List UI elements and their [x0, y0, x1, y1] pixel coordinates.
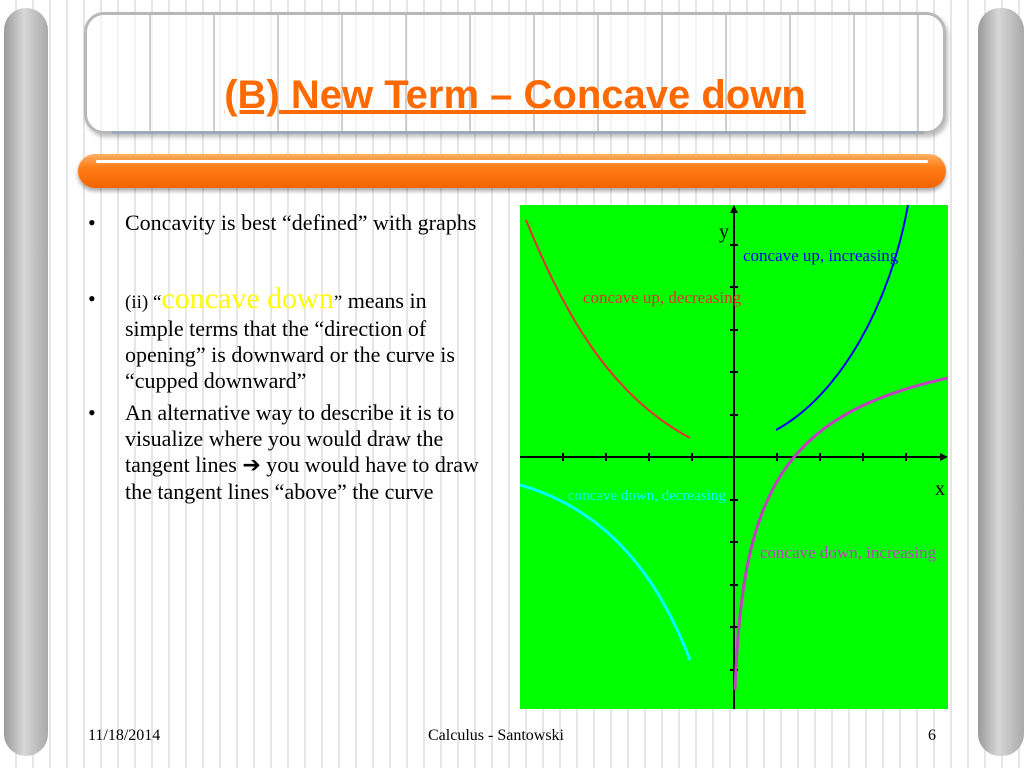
label-concave-down-decreasing: concave down, decreasing	[568, 488, 726, 504]
bullet-item	[88, 282, 488, 394]
title-box	[84, 12, 946, 134]
footer-page-number: 6	[928, 727, 936, 744]
slide-title: (B) New Term – Concave down	[224, 73, 806, 117]
concave-down-decreasing-curve	[520, 485, 690, 660]
concave-down-increasing-curve	[735, 378, 948, 690]
bullet-dot: •	[88, 210, 96, 235]
bullet-dot: •	[88, 400, 96, 425]
bullet-2-prefix: (ii) “	[125, 292, 162, 313]
x-axis-arrow-icon	[940, 453, 948, 461]
left-side-bar-decoration	[4, 8, 48, 756]
bullet-item	[88, 210, 488, 236]
bullet-3-continuation: you would have to draw the tangent lines “above” the curve	[125, 452, 479, 504]
bullet-list	[88, 210, 488, 505]
bullet-2-suffix: ”	[333, 292, 343, 313]
footer-date: 11/18/2014	[88, 727, 161, 744]
bullet-dot: •	[88, 286, 96, 311]
orange-bar-highlight	[96, 160, 928, 163]
label-concave-up-increasing: concave up, increasing	[743, 246, 899, 265]
y-axis-arrow-icon	[730, 205, 738, 213]
bullet-2-rest: means in simple terms that the “direction of opening” is downward or the curve is “cupped downward”	[125, 288, 455, 393]
right-side-bar-decoration	[978, 8, 1024, 756]
x-axis-label: x	[935, 478, 945, 500]
label-concave-down-increasing: concave down, increasing	[760, 543, 937, 562]
concave-up-decreasing-curve	[526, 220, 690, 438]
bullet-3-text: An alternative way to describe it is to visualize where you would draw the tangent lines	[125, 400, 455, 477]
y-axis-label: y	[719, 221, 729, 243]
bullet-2-highlight: concave down	[161, 282, 334, 315]
footer-title: Calculus - Santowski	[428, 727, 564, 744]
bullet-1-text: Concavity is best “defined” with graphs	[125, 210, 477, 235]
title-underline-divider	[112, 131, 924, 134]
bullet-item	[88, 400, 488, 505]
concavity-graph	[520, 205, 948, 709]
label-concave-up-decreasing: concave up, decreasing	[583, 288, 742, 307]
right-arrow-icon: ➔	[242, 453, 261, 478]
